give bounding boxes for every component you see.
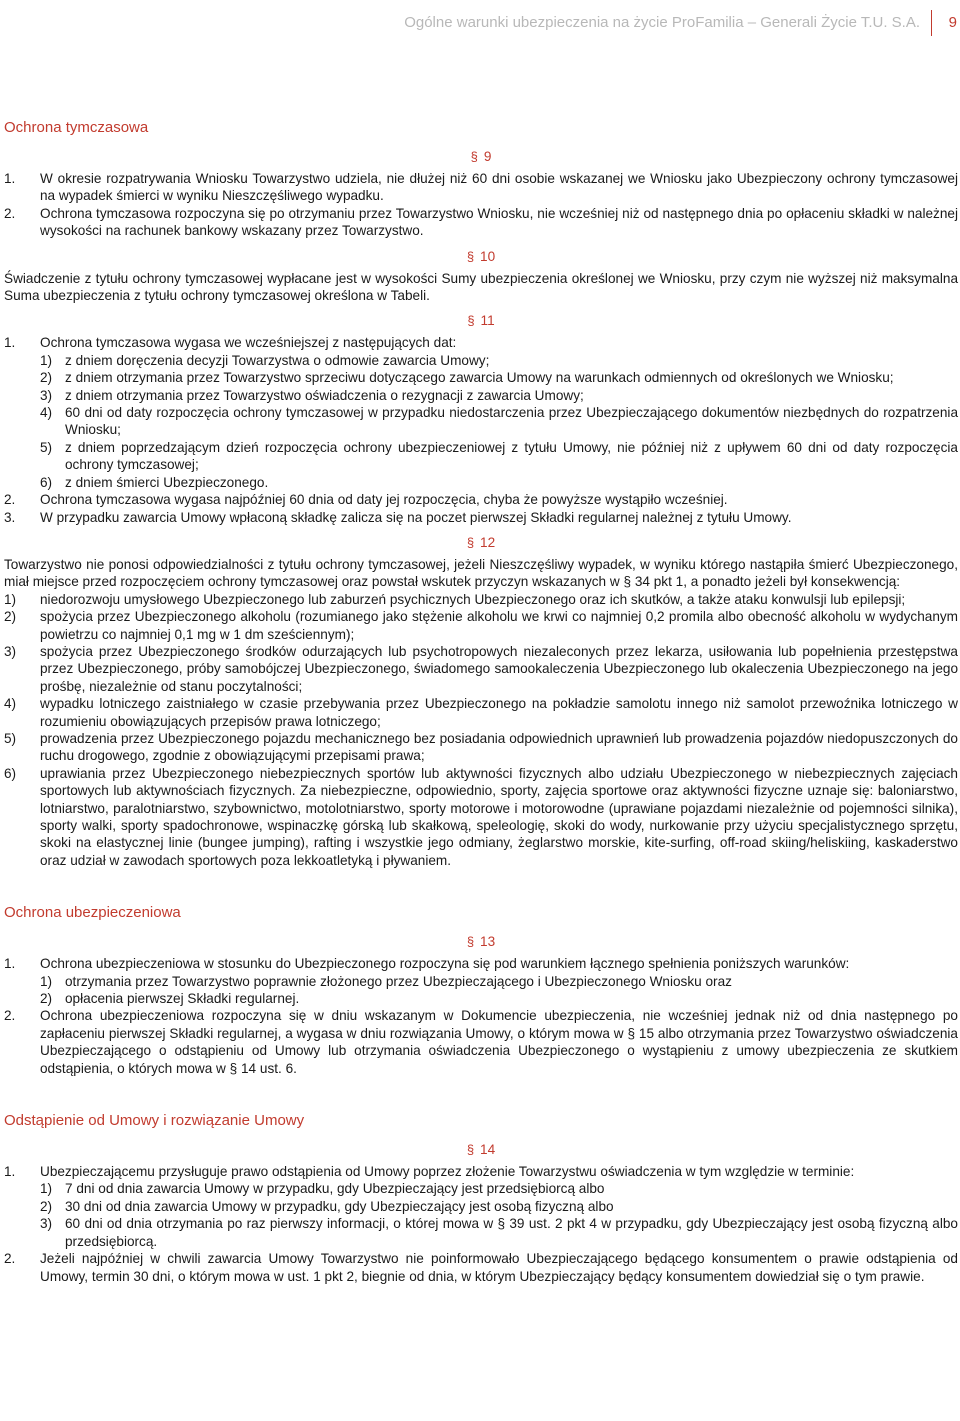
item-text: spożycia przez Ubezpieczonego alkoholu (rozumianego jako stężenie alkoholu we krwi co najmniej 0,2 promila albo obecność alkoholu w wydychanym powietrzu co najmniej 0,1 mg w 1 dm sześciennym); [40,609,958,642]
paragraph-11-list [4,334,958,525]
list-item [4,955,958,1007]
item-number: 3) [4,643,17,659]
sub-item-text: 7 dni od dnia zawarcia Umowy w przypadku, gdy Ubezpieczający jest przedsiębiorcą albo [65,1181,605,1197]
paragraph-14-heading [4,1141,958,1158]
sub-item-text: z dniem otrzymania przez Towarzystwo sprzeciwu dotyczącego zawarcia Umowy na warunkach odmiennych od określonych we Wniosku; [65,370,894,386]
list-item [4,765,958,869]
header-divider [931,10,932,36]
item-number: 2. [4,1251,16,1267]
item-number: 1. [4,171,16,186]
sub-item-number: 2) [40,370,53,386]
item-text: W przypadku zawarcia Umowy wpłaconą składkę zalicza się na poczet pierwszej Składki regularnej należnej z tytułu Umowy. [40,509,792,525]
sub-item-number: 4) [40,405,53,421]
sub-list [40,352,958,491]
list-item [4,205,958,240]
paragraph-number: 12 [480,534,496,550]
paragraph-12-intro: Towarzystwo nie ponosi odpowiedzialności z tytułu ochrony tymczasowej, jeżeli Nieszczęśliwy wypadek, w wyniku którego nastąpiła śmierć Ubezpieczonego, miał miejsce przed rozpoczęciem ochrony tymczasowej oraz powstał wskutek przyczyn wskazanych w § 34 pkt 1, a ponadto jeżeli był konsekwencją: [4,556,958,590]
sub-item-text: 60 dni od dnia otrzymania po raz pierwszy informacji, o której mowa w § 39 ust. 2 pkt 4 w przypadku, gdy Ubezpieczający jest osobą fizyczną albo przedsiębiorcą. [65,1216,958,1249]
list-item [4,695,958,730]
paragraph-12-heading [4,534,958,551]
sub-item-number: 2) [40,1198,53,1214]
sub-item-number: 1) [40,1181,53,1197]
sub-list-item [40,369,958,386]
item-text: Ochrona tymczasowa rozpoczyna się po otrzymaniu przez Towarzystwo Wniosku, nie wcześniej niż od następnego dnia po opłaceniu składki w należnej wysokości na rachunek bankowy wskazany przez Towarzystwo. [40,205,958,239]
section-title-ochrona-ubezpieczeniowa: Ochrona ubezpieczeniowa [4,904,181,922]
paragraph-symbol: § [470,149,478,164]
sub-item-number: 1) [40,973,53,989]
item-number: 2. [4,205,16,221]
document-body [4,118,958,1285]
sub-list [40,973,958,1008]
sub-item-number: 3) [40,1216,53,1232]
list-item [4,608,958,643]
sub-list-item [40,1215,958,1250]
paragraph-9-list [4,170,958,240]
list-item [4,730,958,765]
list-item [4,1007,958,1077]
paragraph-10-heading [4,248,958,265]
sub-item-number: 2) [40,991,53,1007]
sub-list-item [40,990,958,1007]
item-number: 5) [4,730,17,746]
sub-list-item [40,1180,958,1197]
sub-item-text: 60 dni od daty rozpoczęcia ochrony tymczasowej w przypadku niedostarczenia przez Ubezpieczającego dokumentów niezbędnych do rozpatrzenia Wniosku; [65,405,958,438]
item-text: Ochrona tymczasowa wygasa najpóźniej 60 dnia od daty jej rozpoczęcia, chyba że powyższe wystąpiło wcześniej. [40,492,728,508]
list-item [4,1250,958,1285]
paragraph-symbol: § [466,1142,475,1158]
item-text: Ochrona tymczasowa wygasa we wcześniejszej z następujących dat: [40,335,457,351]
item-number: 2) [4,609,17,625]
section-spacer [4,1077,958,1111]
sub-item-text: z dniem śmierci Ubezpieczonego. [65,474,269,490]
item-number: 4) [4,696,17,712]
paragraph-11-heading [4,312,958,329]
item-text: Ochrona ubezpieczeniowa w stosunku do Ubezpieczonego rozpoczyna się pod warunkiem łącznego spełnienia poniższych warunków: [40,956,850,972]
paragraph-number: 11 [480,313,495,329]
paragraph-number: 14 [480,1142,496,1158]
item-number: 2. [4,492,16,508]
paragraph-9-heading [4,148,958,165]
item-number: 1. [4,1164,16,1180]
sub-list-item [40,1198,958,1215]
item-number: 3. [4,509,16,525]
section-title-odstapienie: Odstąpienie od Umowy i rozwiązanie Umowy [4,1112,305,1130]
list-item [4,170,958,205]
sub-item-text: z dniem poprzedzającym dzień rozpoczęcia ochrony ubezpieczeniowej z tytułu Umowy, nie później niż z upływem 60 dni od daty rozpoczęcia ochrony tymczasowej; [65,439,958,473]
item-number: 1. [4,335,16,351]
item-text: spożycia przez Ubezpieczonego środków odurzających lub psychotropowych niezaleconych przez lekarza, usiłowania lub popełnienia przestępstwa przez Ubezpieczonego, próby samobójczej Ubezpieczonego, świadomego samookaleczenia Ubezpieczonego lub okaleczenia Ubezpieczonego na jego prośbę, niezależnie od stanu poczytalności; [40,643,958,694]
sub-item-number: 5) [40,439,53,455]
item-text: Ubezpieczającemu przysługuje prawo odstąpienia od Umowy poprzez złożenie Towarzystwu oświadczenia w tym względzie w terminie: [40,1164,855,1180]
list-item [4,334,958,491]
paragraph-number: 10 [480,248,496,264]
item-text: Ochrona ubezpieczeniowa rozpoczyna się w dniu wskazanym w Dokumencie ubezpieczenia, nie wcześniej jednak niż od dnia następnego po zapłaceniu pierwszej Składki regularnej, a wygasa w dniu rozwiązania Umowy, o którym mowa w § 15 albo otrzymania przez Towarzystwo oświadczenia Ubezpieczającego o odstąpieniu od Umowy lub otrzymania oświadczenia Ubezpieczonego o wystąpieniu z umowy ubezpieczenia ze skutkiem odstąpienia, o których mowa w § 14 ust. 6. [40,1008,958,1076]
list-item [4,509,958,526]
paragraph-symbol: § [466,534,475,550]
item-text: niedorozwoju umysłowego Ubezpieczonego lub zaburzeń psychicznych Ubezpieczonego oraz ich skutków, a także ataku konwulsji lub epilepsji; [40,591,906,607]
paragraph-number: 13 [480,934,496,950]
list-item [4,591,958,608]
item-text: prowadzenia przez Ubezpieczonego pojazdu mechanicznego bez posiadania odpowiednich uprawnień lub prowadzenia pojazdów niedopuszczonych do ruchu drogowego, zgodnie z obowiązującymi przepisami prawa; [40,730,958,764]
section-spacer [4,869,958,903]
item-text: wypadku lotniczego zaistniałego w czasie przebywania przez Ubezpieczonego na pokładzie samolotu innego niż samolot przewoźnika lotniczego w rozumieniu obowiązujących przepisów prawa lotniczego; [40,696,958,729]
paragraph-13-heading [4,933,958,950]
page-number: 9 [948,14,957,31]
sub-list [40,1180,958,1250]
item-text: Jeżeli najpóźniej w chwili zawarcia Umowy Towarzystwo nie poinformowało Ubezpieczającego będącego konsumentem o prawie odstąpienia od Umowy, termin 30 dni, o którym mowa w ust. 1 pkt 2, biegnie od dnia, w którym Ubezpieczający będący konsumentem dowiedział się o tym prawie. [40,1251,958,1284]
paragraph-12-list [4,591,958,870]
paragraph-number: 9 [483,149,492,164]
paragraph-symbol: § [466,248,475,264]
paragraph-14-list [4,1163,958,1285]
page-header [0,10,960,40]
list-item [4,491,958,508]
sub-list-item [40,387,958,404]
item-number: 1) [4,591,17,607]
sub-list-item [40,439,958,474]
sub-item-text: 30 dni od dnia zawarcia Umowy w przypadku, gdy Ubezpieczający jest osobą fizyczną albo [65,1198,614,1214]
paragraph-symbol: § [466,934,475,950]
sub-list-item [40,404,958,439]
sub-list-item [40,352,958,369]
paragraph-13-list [4,955,958,1077]
paragraph-10-text: Świadczenie z tytułu ochrony tymczasowej wypłacane jest w wysokości Sumy ubezpieczenia określonej we Wniosku, przy czym nie wyższej niż maksymalna Suma ubezpieczenia z tytułu ochrony tymczasowej określona w Tabeli. [4,270,958,304]
item-number: 6) [4,765,17,781]
sub-item-text: otrzymania przez Towarzystwo poprawnie złożonego przez Ubezpieczającego i Ubezpieczonego Wniosku oraz [65,973,732,989]
sub-list-item [40,973,958,990]
item-text: W okresie rozpatrywania Wniosku Towarzystwo udziela, nie dłużej niż 60 dni osobie wskazanej we Wniosku jako Ubezpieczony ochrony tymczasowej na wypadek śmierci w wyniku Nieszczęśliwego wypadku. [40,171,958,204]
item-text: uprawiania przez Ubezpieczonego niebezpiecznych sportów lub aktywności fizycznych albo udziału Ubezpieczonego w niebezpiecznych zajęciach sportowych lub aktywnościach fizycznych. Za niebezpieczne, odpowiednio, sporty, zajęcia sportowe oraz aktywności fizyczne uznaje się: baloniarstwo, lotniarstwo, paralotniarstwo, szybownictwo, motolotniarstwo, sporty motorowe i motorowodne (uprawiane pojazdami niezależnie od pojemności silnika), sporty walki, sporty spadochronowe, wspinaczkę górską lub skałkową, speleologię, skoki do wody, nurkowanie przy użyciu specjalistycznego sprzętu, skoki na elastycznej linie (bungee jumping), rafting i wszystkie jego odmiany, żeglarstwo morskie, kite-surfing, off-road skiing/heliskiing, kaskaderstwo oraz udział w zawodach sportowych poza lekkoatletyką i pływaniem. [40,765,958,868]
sub-item-number: 3) [40,387,53,403]
list-item [4,643,958,695]
list-item [4,1163,958,1250]
sub-item-text: opłacenia pierwszej Składki regularnej. [65,991,300,1007]
sub-list-item [40,474,958,491]
item-number: 1. [4,956,16,972]
sub-item-number: 6) [40,474,53,490]
sub-item-text: z dniem doręczenia decyzji Towarzystwa o odmowie zawarcia Umowy; [65,352,490,368]
section-title-ochrona-tymczasowa: Ochrona tymczasowa [4,119,149,136]
document-title: Ogólne warunki ubezpieczenia na życie ProFamilia – Generali Życie T.U. S.A. [404,14,920,31]
item-number: 2. [4,1008,16,1024]
paragraph-symbol: § [467,313,475,329]
sub-item-text: z dniem otrzymania przez Towarzystwo oświadczenia o rezygnacji z zawarcia Umowy; [65,387,584,403]
sub-item-number: 1) [40,352,53,368]
